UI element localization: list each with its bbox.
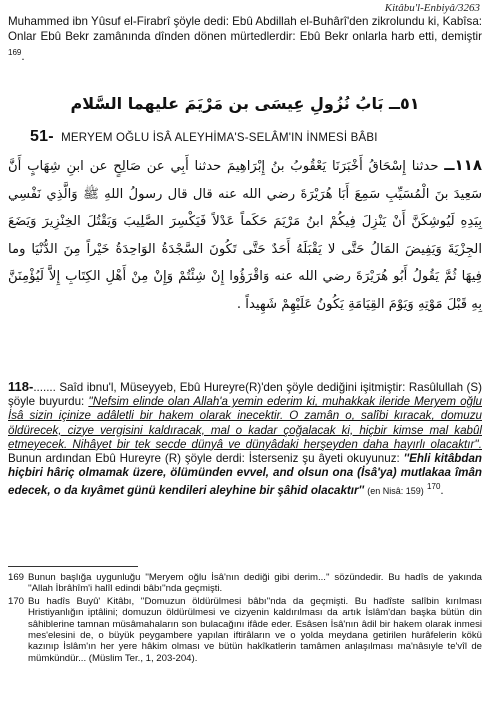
intro-paragraph: [8, 14, 482, 64]
footnote-ref-170: 170: [427, 482, 441, 492]
footnote-number: 170: [8, 595, 25, 607]
footnotes: [8, 572, 482, 665]
footnote-number: 169: [8, 572, 25, 583]
footnote-text: Bunun başlığa uygunluğu ''Meryem oğlu İsâ'nın dediği gibi derim...'' sözündedir. Bu hadîs de yakında ''Allah İbrâhîm'i halîl edindi bâbı''nda geçmişti.: [28, 572, 482, 595]
arabic-hadith-number: ١١٨ــ: [444, 156, 482, 174]
chapter-number: 51-: [30, 128, 54, 145]
verse-reference: (en Nisâ: 159): [367, 486, 424, 497]
arabic-hadith-text: حدثنا إِسْحَاقُ أَخْبَرَنَا يَعْقُوبُ بنُ إِبْرَاهِيمَ حدثنا أَبِي عن صَالِحٍ عن ابنِ شِهَابٍ أَنَّ سَعِيدَ بنَ الْمُسَيِّبِ سَمِعَ أَبَا هُرَيْرَةَ رضي الله عنه قال قال رسولُ اللهِ ﷺ وَالَّذِي نَفْسِي بِيَدِهِ لَيُوشِكَنَّ أَنْ يَنْزِلَ فِيكُمْ ابنُ مَرْيَمَ حَكَماً عَدْلاً فَيَكْسِرَ الصَّلِيبَ وَيَقْتُلَ الخِنْزِيرَ وَيَضَعَ الجِزْيَةَ وَيَفِيضَ المَالُ حَتَّى لا يَقْبَلَهُ أَحَدٌ حَتَّى تَكُونَ السَّجْدَةُ الوَاحِدَةُ خَيْراً مِنَ الدُّنْيَا وما فِيهَا ثُمَّ يَقُولُ أَبُو هُرَيْرَةَ رضي الله عنه وَاقْرَؤُوا إِنْ شِئْتُمْ وَإِنْ مِنْ أَهْلِ الكِتَابِ إِلاَّ لَيُؤْمِنَنَّ بِهِ قَبْلَ مَوْتِهِ وَيَوْمَ القِيَامَةِ يَكُونُ عَلَيْهِمْ شَهِيداً .: [8, 159, 482, 312]
running-head: Kitâbu'l-Enbiyâ/3263: [384, 2, 480, 14]
intro-end: .: [21, 49, 25, 63]
arabic-chapter-title: ٥١ــ بَابُ نُزُولِ عِيسَى بن مَرْيَمَ عليهما السَّلام: [70, 94, 420, 113]
footnote-separator: [8, 566, 138, 567]
intro-text: Muhammed ibn Yûsuf el-Firabrî şöyle dedi: Ebû Abdillah el-Buhârî'den zikrolundu ki, Kabîsa: Onlar Ebû Bekr zamânında dînden dönen mürtedlerdir: Ebû Bekr onlarla harb etti, demiştir: [8, 15, 482, 44]
translation-lead: ....... Saîd ibnu'l, Müseyyeb, Ebû Hureyre(R)'den şöyle dediğini işitmiştir: Rasûlullah (S) şöyle buyurdu:: [8, 381, 482, 409]
arabic-hadith: [8, 152, 482, 318]
quran-verse: ''Ehli kitâbdan hiçbiri hâriç olmamak üzere, ölümünden evvel, and olsun ona (İsâ'ya) mutlakaa îmân edecek, o da kıyâmet günü kendileri aleyhine bir şâhid olacaktır'': [8, 452, 483, 498]
chapter-title: [30, 128, 480, 146]
translation-end: .: [440, 484, 444, 498]
footnote-170: [8, 596, 482, 664]
prophet-quote: ''Nefsim elinde olan Allah'a yemin ederim ki, muhakkak ileride Meryem oğlu İsâ sizin içinize adâletli bir hakem olarak inecektir. O zamân o, salîbi kıracak, domuzu öldürecek, cizye vergisini kaldıracak, mal o kadar çoğalacak ki, hiçbir kimse mal kabûl etmeyecek. Nihâyet bir tek secde dünyâ ve dünyâdaki herşeyden daha hayırlı olacaktır''.: [8, 395, 482, 451]
footnote-169: [8, 572, 482, 595]
translation-paragraph: [8, 380, 482, 498]
hadith-number: 118-: [8, 379, 34, 394]
footnote-text: Bu hadîs Buyû' Kitâbı, ''Domuzun öldürülmesi bâbı''nda da geçmişti. Bu hadîste salîbin kırılması Hristiyanlığın iptâlini; domuzun öldürülmesi ve cizyenin kaldırılması da artık İslâm'dan başka bütün din sâhiblerine tamnan müsâmahaların son bulacağını ifâde eder. Esâsen İsâ'nın âdil bir hakem olarak inmesi mes'elesini de, o büyük peygambere yapılan iftirâların ve o yolda meydana getirilen hurâfelerin kökü kazınıp İslâm'ın her yere hâkim olması ve bütün hakîkatlerin tamâmen anlaşılması ma'nâsıyle te'vîl de mümkündür... (Müslim Ter., 1, 203-204).: [28, 595, 482, 664]
translation-mid: Bunun ardından Ebû Hureyre (R) şöyle derdi: İsterseniz şu âyeti okuyunuz:: [8, 452, 404, 466]
chapter-title-text: MERYEM OĞLU İSÂ ALEYHİMA'S-SELÂM'IN İNMESİ BÂBI: [61, 132, 378, 144]
footnote-ref-169: 169: [8, 47, 22, 57]
